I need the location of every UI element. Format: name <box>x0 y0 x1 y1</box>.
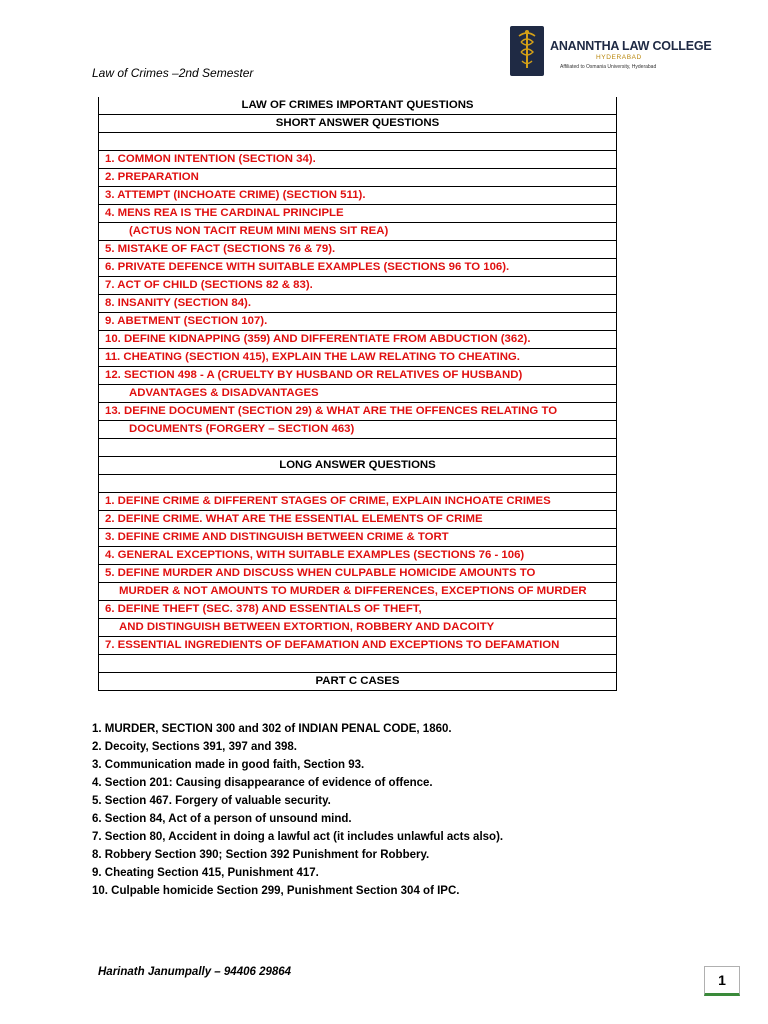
short-question: 13. DEFINE DOCUMENT (SECTION 29) & WHAT ARE THE OFFENCES RELATING TO <box>99 403 617 421</box>
long-question: 1. DEFINE CRIME & DIFFERENT STAGES OF CRIME, EXPLAIN INCHOATE CRIMES <box>99 493 617 511</box>
long-question: 5. DEFINE MURDER AND DISCUSS WHEN CULPABLE HOMICIDE AMOUNTS TO <box>99 565 617 583</box>
case-item: 6. Section 84, Act of a person of unsound mind. <box>92 813 352 825</box>
case-item: 10. Culpable homicide Section 299, Punishment Section 304 of IPC. <box>92 885 460 897</box>
case-item: 9. Cheating Section 415, Punishment 417. <box>92 867 319 879</box>
short-answer-heading: SHORT ANSWER QUESTIONS <box>99 115 617 133</box>
short-question: 6. PRIVATE DEFENCE WITH SUITABLE EXAMPLES (SECTIONS 96 TO 106). <box>99 259 617 277</box>
short-question: 3. ATTEMPT (INCHOATE CRIME) (SECTION 511). <box>99 187 617 205</box>
cases-heading: PART C CASES <box>99 673 617 691</box>
case-item: 7. Section 80, Accident in doing a lawful act (it includes unlawful acts also). <box>92 831 504 843</box>
short-question: 10. DEFINE KIDNAPPING (359) AND DIFFERENTIATE FROM ABDUCTION (362). <box>99 331 617 349</box>
case-item: 8. Robbery Section 390; Section 392 Punishment for Robbery. <box>92 849 430 861</box>
long-question-continuation: AND DISTINGUISH BETWEEN EXTORTION, ROBBERY AND DACOITY <box>99 619 617 637</box>
blank-row <box>99 475 617 493</box>
short-question: 8. INSANITY (SECTION 84). <box>99 295 617 313</box>
table-title: LAW OF CRIMES IMPORTANT QUESTIONS <box>99 97 617 115</box>
short-question: 2. PREPARATION <box>99 169 617 187</box>
short-question: 12. SECTION 498 - A (CRUELTY BY HUSBAND OR RELATIVES OF HUSBAND) <box>99 367 617 385</box>
long-question: 7. ESSENTIAL INGREDIENTS OF DEFAMATION AND EXCEPTIONS TO DEFAMATION <box>99 637 617 655</box>
short-question-continuation: (ACTUS NON TACIT REUM MINI MENS SIT REA) <box>99 223 617 241</box>
logo-affiliation: Affiliated to Osmania University, Hyderabad <box>560 64 657 70</box>
college-logo <box>510 26 712 76</box>
short-question: 7. ACT OF CHILD (SECTIONS 82 & 83). <box>99 277 617 295</box>
long-question: 4. GENERAL EXCEPTIONS, WITH SUITABLE EXAMPLES (SECTIONS 76 - 106) <box>99 547 617 565</box>
short-question: 1. COMMON INTENTION (SECTION 34). <box>99 151 617 169</box>
blank-row <box>99 439 617 457</box>
case-item: 3. Communication made in good faith, Section 93. <box>92 759 365 771</box>
caduceus-emblem-icon <box>510 26 544 76</box>
footer-author: Harinath Janumpally – 94406 29864 <box>98 966 292 978</box>
logo-city: HYDERABAD <box>596 54 642 61</box>
short-question: 4. MENS REA IS THE CARDINAL PRINCIPLE <box>99 205 617 223</box>
blank-row <box>99 133 617 151</box>
case-item: 1. MURDER, SECTION 300 and 302 of INDIAN PENAL CODE, 1860. <box>92 723 452 735</box>
page-number: 1 <box>704 966 740 996</box>
cases-list <box>92 720 503 900</box>
short-question: 5. MISTAKE OF FACT (SECTIONS 76 & 79). <box>99 241 617 259</box>
long-question: 2. DEFINE CRIME. WHAT ARE THE ESSENTIAL ELEMENTS OF CRIME <box>99 511 617 529</box>
long-answer-heading: LONG ANSWER QUESTIONS <box>99 457 617 475</box>
case-item: 5. Section 467. Forgery of valuable security. <box>92 795 331 807</box>
document-header-title: Law of Crimes –2nd Semester <box>92 66 254 80</box>
questions-table <box>98 97 617 691</box>
long-question: 3. DEFINE CRIME AND DISTINGUISH BETWEEN CRIME & TORT <box>99 529 617 547</box>
blank-row <box>99 655 617 673</box>
short-question-continuation: DOCUMENTS (FORGERY – SECTION 463) <box>99 421 617 439</box>
short-question: 11. CHEATING (SECTION 415), EXPLAIN THE LAW RELATING TO CHEATING. <box>99 349 617 367</box>
long-question: 6. DEFINE THEFT (SEC. 378) AND ESSENTIALS OF THEFT, <box>99 601 617 619</box>
long-question-continuation: MURDER & NOT AMOUNTS TO MURDER & DIFFERENCES, EXCEPTIONS OF MURDER <box>99 583 617 601</box>
short-question-continuation: ADVANTAGES & DISADVANTAGES <box>99 385 617 403</box>
logo-college-name: ANANNTHA LAW COLLEGE <box>550 39 712 53</box>
case-item: 4. Section 201: Causing disappearance of evidence of offence. <box>92 777 433 789</box>
case-item: 2. Decoity, Sections 391, 397 and 398. <box>92 741 297 753</box>
short-question: 9. ABETMENT (SECTION 107). <box>99 313 617 331</box>
